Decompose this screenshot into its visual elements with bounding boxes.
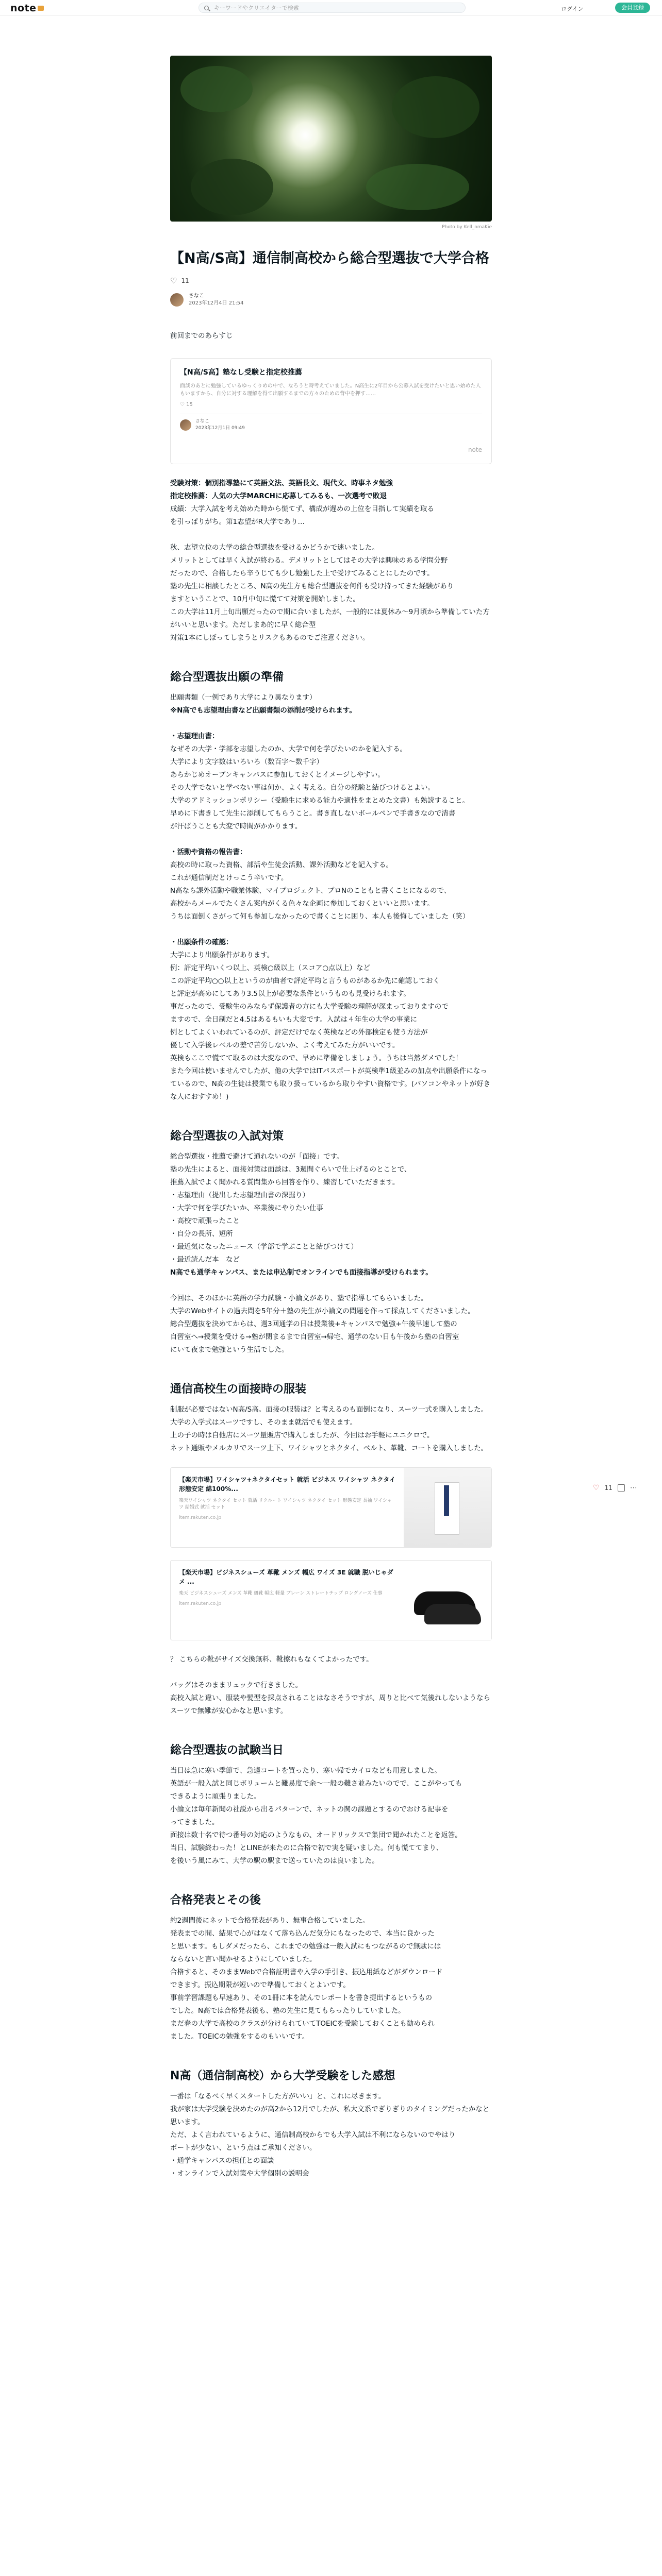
heart-icon[interactable]: ♡ [170,276,177,285]
ad-url: item.rakuten.co.jp [179,1515,222,1520]
heading-preparation: 総合型選抜出願の準備 [170,671,284,684]
heading-result: 合格発表とその後 [170,1894,261,1907]
embed-date: 2023年12月1日 09:49 [195,426,245,431]
exam-more: 今回は、そのほかに英語の学力試験・小論文があり、塾で指導してもらいました。 大学のWebサイトの過去問を5年分＋塾の先生が小論文の問題を作って採点してくださいました。 総合型選抜を決めてからは、週3回通学の日は授業後+キャンパスで勉強+午後早速して塾の 自習室へ→授業を受ける→塾が閉まるまで自習室→帰宅、通学のない日も午後から塾の自習室 にいて夜まで勉強という生活でした。 [170,1294,475,1354]
shoes-image [404,1561,491,1640]
author-info[interactable] [170,293,492,307]
embed-avatar [180,419,191,431]
prep-intro: 出願書類（一例であり大学により異なります） ※N高でも志望理由書など出願書類の添削が受けられます。 [170,693,356,715]
signup-button[interactable]: 会員登録 [615,3,650,13]
embed-title: 【N高/S高】塾なし受験と指定校推薦 [180,368,302,377]
author-name[interactable]: さなこ [189,293,204,299]
ad-desc: 楽天ワイシャツ ネクタイ セット 就活 リクルート ワイシャツ ネクタイ セット 形態安定 長袖 ワイシャツ 結婚式 就活 セット [179,1498,392,1510]
ad-title: 【楽天市場】ワイシャツ+ネクタイセット 就活 ビジネス ワイシャツ ネクタイ 形態安定 綿100%... [179,1476,395,1493]
search-placeholder: キーワードやクリエイターで検索 [214,5,299,11]
embed-author: さなこ [195,419,210,424]
heading-feedback: N高（通信制高校）から大学受験をした感想 [170,2070,395,2082]
clothes-block: 制服が必要ではないN高/S高。面接の服装は？と考えるのも面倒になり、スーツ一式を購入しました。 大学の入学式はスーツですし、そのまま就活でも使えます。 上の子の時は自他店にスーツ量販店で購入しましたが、今回はお手軽にユニクロで。 ネット通販やメルカリでスーツ上下、ワイシャツとネクタイ、ベルト、革靴、コートを購入しました。 [170,1405,488,1452]
share-icon[interactable] [618,1484,625,1492]
site-header [0,0,662,15]
heading-exam: 総合型選抜の入試対策 [170,1130,284,1143]
decision-block: 秋、志望立位の大学の総合型選抜を受けるかどうかで迷いました。 メリットとしては早く入試が終わる。デメリットとしてはその大学は興味のある学問分野 だったので、合格したら辛うじても少し勉強した上で受けてみることにしたのです。 塾の先生に相談したところ、N高の先生方も総合型選抜を何件も受け持ってきた経験があり ますということで、10月中旬に慌てて対策を開始しました。 この大学は11月上旬出願だったので期に合いましたが、一般的には夏休み〜9月頃から準備していた方がいいと思います。ただしまあ的に早く総合型 対策1本にしぼってしまうとリスクもあるのでご注意ください。 [170,544,490,642]
float-like-count: 11 [604,1484,613,1492]
heading-exam-day: 総合型選抜の試験当日 [170,1744,284,1757]
heart-icon[interactable]: ♡ [593,1484,600,1492]
embed-likes: ♡ 15 [180,402,193,408]
hero-image [170,56,492,222]
like-row [170,276,492,285]
ad-card-shoes[interactable] [170,1560,492,1640]
embed-excerpt: 面談のあとに勉強しているゆっくりめの中で、なろうと時考えていました。N高生に2年目から公募入試を受けたいと思い始めた人もいますから、自分に対する理解を得て出願するまでの方々のための背中を押す…… [180,383,481,397]
prep-reason: ・志望理由書： なぜその大学・学部を志望したのか、大学で何を学びたいのかを記入する。 大学により文字数はいろいろ（数百字〜数千字） あらかじめオープンキャンパスに参加しておくとイメージしやすい。 その大学でないと学べない事は何か、よく考える。自分の経験と結びつけるとよい。 大学のアドミッションポリシー（受験生に求める能力や適性をまとめた文書）も熟読すること。 早めに下書きして先生に添削してもらうこと。書き直しないボールペンで手書きなので清書 が汗ばうことも大変で時間がかかります。 [170,732,469,831]
floating-action-bar [593,1484,637,1492]
prep-confirm: ・出願条件の確認： 大学により出願条件があります。 例：評定平均いくつ以上、英検○級以上（スコア○点以上）など この評定平均○○以上というのが曲者で評定平均と言うものがあるか先に確認しておく と評定が高めにしてあり3.5以上が必要な条件というものも見受けられます。 事だったので、受験生のみならず保護者の方にも大学受験の理解が深まっておりますので ますので、全日制だと4.5はあるもいも大変です。入試は４年生の大学の事業に 例としてよくいわれているのが、評定だけでなく英検などの外部検定も使う方法が 優して入学後レベルの差で苦労しないか、よく考えてみた方がいいです。 英検もここで慌てて取るのは大変なので、早めに準備をしましょう。うちは当然ダメでした！ また今回は使いませんでしたが、他の大学ではITパスポートが英検準1級並みの加点や出願条件になっているので、N高の生徒は授業でも取り扱っているから取りやすい資格です。(パソコンやネットが好きな人におすすめ！) [170,938,491,1101]
clothes-after: ？ こちらの靴がサイズ交換無料、靴擦れもなくてよかったです。 バッグはそのままリュックで行きました。 高校入試と違い、服装や髪型を採点されることはなさそうですが、周りと比べて気後れしないようならスーツで無難が安心かなと思います。 [170,1655,490,1715]
shirt-image [404,1468,491,1547]
more-icon[interactable]: ⋯ [630,1484,637,1492]
embedded-note-card[interactable] [170,358,492,464]
result-block: 約2週間後にネットで合格発表があり、無事合格していました。 発表までの間、結果で心がはなくて落ち込んだ気分にもなったので、本当に良かった と思います。もしダメだったら、これまでの勉強は一般入試にもつながるので無駄には ならないと言い聞かせるようにしていました。 合格すると、そのままWebで合格証明書や入学の手引き、振込用紙などがダウンロード できます。振込期限が短いので準備しておくとよいです。 事前学習課題も早速あり、その1冊に本を読んでレポートを書き提出するというもの でした。N高では合格発表後も、塾の先生に見てもらったりしていました。 まだ春の大学で高校のクラスが分けられていてTOEICを受験しておくことも勧められ ました。TOEICの勉強をするのもいいです。 [170,1917,443,2041]
ad-desc: 楽天 ビジネスシューズ メンズ 革靴 紐靴 幅広 軽量 ブレーン ストレートチップ ロングノーズ 仕事 [179,1591,383,1596]
embed-brand: note [468,446,482,453]
exam-block: 総合型選抜・推薦で避けて通れないのが「面接」です。 塾の先生によると、面接対策は面談は、3週間ぐらいで仕上げるのとことで、 推薦入試でよく聞かれる質問集から回答を作り、練習していただきます。 ・志望理由（提出した志望理由書の深掘り） ・大学で何を学びたいか、卒業後にやりたい仕事 ・高校で頑張ったこと ・自分の長所、短所 ・最近気になったニュース（学部で学ぶことと結びつけて） ・最近読んだ本 など N高でも通学キャンパス、または申込制でオンラインでも面接指導が受けられます。 [170,1153,433,1277]
ad-title: 【楽天市場】ビジネスシューズ 革靴 メンズ 幅広 ワイズ 3E 就職 脱いじゃダメ ... [179,1569,393,1585]
heading-clothes: 通信高校生の面接時の服装 [170,1383,307,1396]
photo-credit: Photo by Kell_nmaKie [442,225,492,230]
summary-block: 受験対策：個別指導塾にて英語文法、英語長文、現代文、時事ネタ勉強 指定校推薦：人気の大学MARCHに応募してみるも、一次選考で敗退 成績：大学入試を考え始めた時から慌てず、構成が遅めの上位を目指して実績を取る を引っぱりがち。第1志望がR大学であり… [170,479,434,526]
post-date: 2023年12月4日 21:54 [189,300,244,306]
intro-text: 前回までのあらすじ [170,332,233,340]
ad-card-shirt[interactable] [170,1467,492,1548]
logo-mark-icon [38,6,44,11]
day-block: 当日は急に寒い季節で、急遽コートを買ったり、寒い帰でカイロなども用意しました。 英語が一般入試と同じボリュームと難易度で余〜一般の難さ並みたいのでで、ここがやっても できるように頑張りました。 小論文は毎年新聞の社説から出るパターンで、ネットの関の課題とするのでおける記事を ってきました。 面接は数十名で待つ番号の対応のようなもの、オードリックスで集団で聞かれたことを返答。 当日、試験終わった！とLINEが来たのに合格で初で実を疑いました。何も慌ててまり、 を後いう風にみて、大学の駅の駅まで送っていたのは良いました。 [170,1767,462,1865]
ad-url: item.rakuten.co.jp [179,1601,222,1606]
article-title: 【N高/S高】通信制高校から総合型選抜で大学合格 [170,250,489,266]
note-logo[interactable]: note [10,3,44,14]
search-input[interactable] [198,3,466,13]
prep-activity: ・活動や資格の報告書： 高校の時に取った資格、部活や生徒会活動、課外活動などを記入する。 これが通信制だとけっこう辛いです。 N高なら課外活動や職業体験、マイプロジェクト、プロNのこともと書くことになるので、 高校からメールでたくさん案内がくる色々な企画に参加しておくといいと思います。 うちは面倒くさがって何も参加しなかったので書くことに困り、本人も後悔していました（笑） [170,848,470,921]
login-link[interactable]: ログイン [561,6,584,12]
feedback-block: 一番は「なるべく早くスタートした方がいい」と、これに尽きます。 我が家は大学受験を決めたのが高2から12月でしたが、私大文系でぎりぎりのタイミングだったかなと思います。 ただ、よく言われているように、通信制高校からでも大学入試は不利にならないのでやはり ポートが少ない、という点はご承知ください。 ・通学キャンパスの担任との面談 ・オンラインで入試対策や大学個別の説明会 [170,2092,490,2178]
article [170,56,492,2180]
like-count: 11 [181,277,189,284]
search-icon [204,6,209,10]
avatar[interactable] [170,293,184,307]
